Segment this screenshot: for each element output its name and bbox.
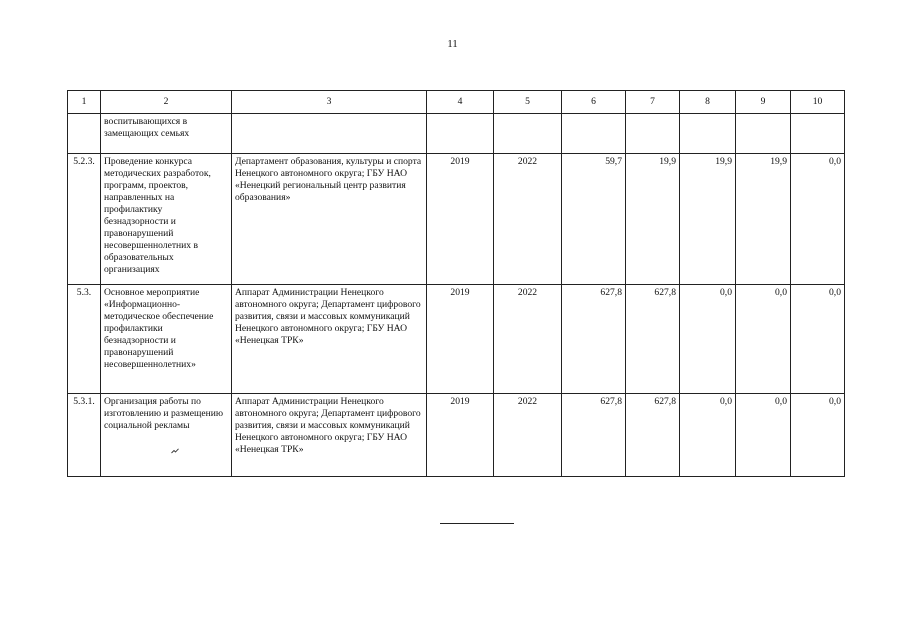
column-header: 9 — [736, 91, 791, 114]
table-row — [68, 154, 845, 285]
executor-cell: Департамент образования, культуры и спорта Ненецкого автономного округа; ГБУ НАО «Ненецкий региональный центр развития образования» — [232, 154, 427, 285]
total-cell: 627,8 — [562, 285, 626, 394]
year3-cell: 0,0 — [736, 285, 791, 394]
year1-cell: 627,8 — [626, 285, 680, 394]
year4-cell: 0,0 — [791, 154, 845, 285]
total-cell — [562, 114, 626, 154]
table-header-row — [68, 91, 845, 114]
column-header: 2 — [101, 91, 232, 114]
executor-cell: Аппарат Администрации Ненецкого автономного округа; Департамент цифрового развития, связи и массовых коммуникаций Ненецкого автономного округа; ГБУ НАО «Ненецкая ТРК» — [232, 394, 427, 477]
start-year-cell: 2019 — [427, 154, 494, 285]
year2-cell: 19,9 — [680, 154, 736, 285]
column-header: 7 — [626, 91, 680, 114]
row-number-cell: 5.3. — [68, 285, 101, 394]
executor-cell: Аппарат Администрации Ненецкого автономного округа; Департамент цифрового развития, связи и массовых коммуникаций Ненецкого автономного округа; ГБУ НАО «Ненецкая ТРК» — [232, 285, 427, 394]
year4-cell — [791, 114, 845, 154]
start-year-cell: 2019 — [427, 285, 494, 394]
year3-cell — [736, 114, 791, 154]
table-row — [68, 114, 845, 154]
year4-cell: 0,0 — [791, 394, 845, 477]
column-header: 3 — [232, 91, 427, 114]
column-header: 6 — [562, 91, 626, 114]
column-header: 4 — [427, 91, 494, 114]
end-year-cell: 2022 — [494, 154, 562, 285]
start-year-cell: 2019 — [427, 394, 494, 477]
end-year-cell: 2022 — [494, 394, 562, 477]
row-number-cell: 5.2.3. — [68, 154, 101, 285]
year4-cell: 0,0 — [791, 285, 845, 394]
year2-cell: 0,0 — [680, 285, 736, 394]
column-header: 8 — [680, 91, 736, 114]
footer-divider — [440, 523, 514, 524]
row-number-cell: 5.3.1. — [68, 394, 101, 477]
activity-name-cell: Организация работы по изготовлению и размещению социальной рекламы — [101, 394, 232, 477]
year1-cell: 627,8 — [626, 394, 680, 477]
total-cell: 627,8 — [562, 394, 626, 477]
executor-cell — [232, 114, 427, 154]
start-year-cell — [427, 114, 494, 154]
table-row — [68, 394, 845, 477]
activity-name-cell: Проведение конкурса методических разработок, программ, проектов, направленных на профилактику безнадзорности и правонарушений несовершеннолетних в образовательных организациях — [101, 154, 232, 285]
page-number: 11 — [447, 38, 458, 50]
column-header: 10 — [791, 91, 845, 114]
year3-cell: 0,0 — [736, 394, 791, 477]
row-number-cell — [68, 114, 101, 154]
year2-cell — [680, 114, 736, 154]
column-header: 5 — [494, 91, 562, 114]
end-year-cell: 2022 — [494, 285, 562, 394]
end-year-cell — [494, 114, 562, 154]
year3-cell: 19,9 — [736, 154, 791, 285]
year1-cell: 19,9 — [626, 154, 680, 285]
activity-name-cell: воспитывающихся в замещающих семьях — [101, 114, 232, 154]
year1-cell — [626, 114, 680, 154]
year2-cell: 0,0 — [680, 394, 736, 477]
column-header: 1 — [68, 91, 101, 114]
total-cell: 59,7 — [562, 154, 626, 285]
activity-name-cell: Основное мероприятие «Информационно-методическое обеспечение профилактики безнадзорности и правонарушений несовершеннолетних» — [101, 285, 232, 394]
program-table — [67, 90, 845, 477]
pen-mark-icon — [171, 448, 179, 454]
table-row — [68, 285, 845, 394]
